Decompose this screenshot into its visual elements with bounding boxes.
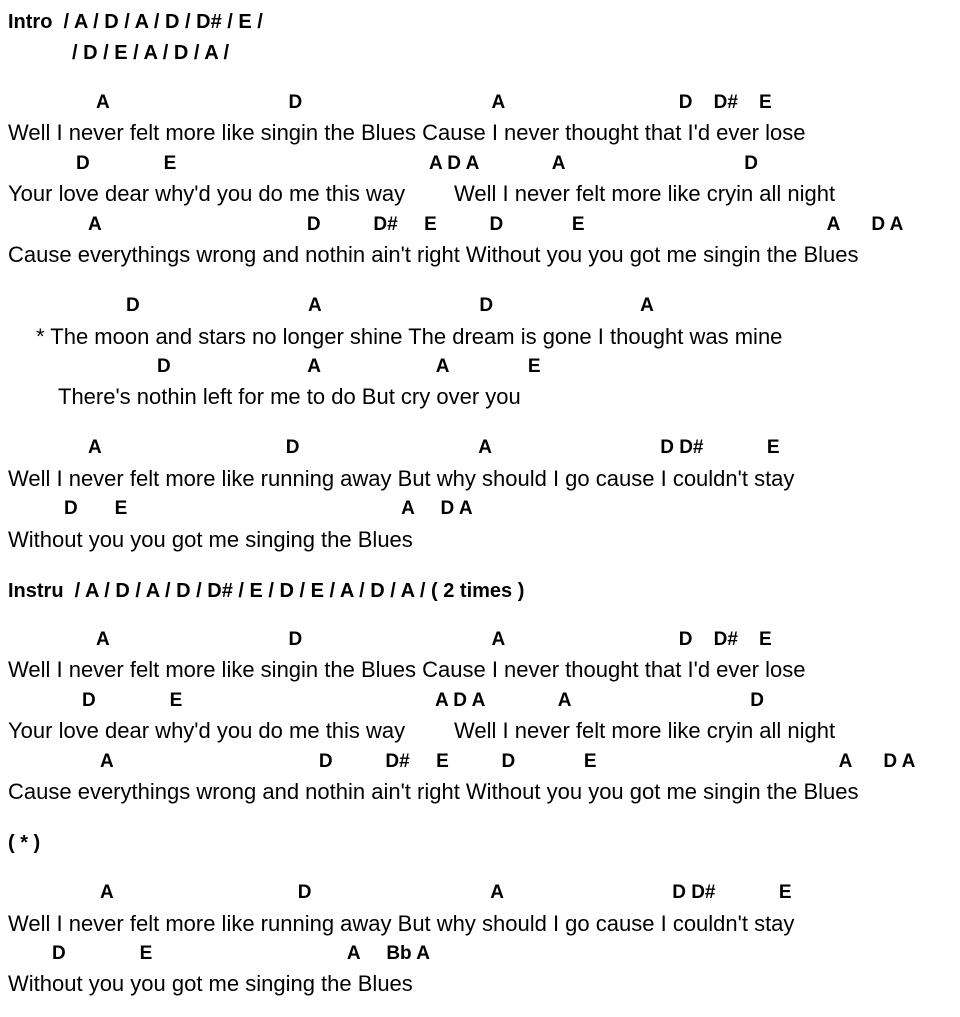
chord-line: A D A D D# E: [88, 437, 780, 458]
lyric-line: Well I never felt more like singin the Blues Cause I never thought that I'd ever lose: [8, 657, 806, 682]
lyric-line: Cause everythings wrong and nothin ain't right Without you you got me singin the Blues: [8, 779, 859, 804]
chord-line: D E A D A: [64, 498, 473, 519]
chord-line: D E A Bb A: [52, 943, 430, 964]
lyric-line: Cause everythings wrong and nothin ain't right Without you you got me singin the Blues: [8, 242, 859, 267]
lyric-line: Without you you got me singing the Blues: [8, 527, 413, 552]
chord-line: D E A D A A D: [76, 153, 758, 174]
chord-line: A D D# E D E A D A: [88, 214, 904, 235]
section-header: ( * ): [8, 832, 41, 854]
chord-line: A D A D D# E: [96, 629, 772, 650]
lyric-line: Well I never felt more like running away But why should I go cause I couldn't stay: [8, 911, 795, 936]
lyric-line: Your love dear why'd you do me this way Well I never felt more like cryin all night: [8, 181, 836, 206]
chord-line: A D A D D# E: [96, 92, 772, 113]
lyric-line: * The moon and stars no longer shine The dream is gone I thought was mine: [36, 324, 783, 349]
lyric-line: There's nothin left for me to do But cry over you: [58, 384, 521, 409]
chord-line: D E A D A A D: [82, 690, 764, 711]
chord-line: D A D A: [126, 295, 654, 316]
lyric-line: Without you you got me singing the Blues: [8, 971, 413, 996]
chord-line: A D D# E D E A D A: [100, 751, 916, 772]
section-header: / D / E / A / D / A /: [72, 42, 230, 64]
section-header: Instru / A / D / A / D / D# / E / D / E / A / D / A / ( 2 times ): [8, 580, 525, 602]
lyric-line: Well I never felt more like running away But why should I go cause I couldn't stay: [8, 466, 795, 491]
lyric-line: Your love dear why'd you do me this way Well I never felt more like cryin all night: [8, 718, 836, 743]
lyric-line: Well I never felt more like singin the Blues Cause I never thought that I'd ever lose: [8, 120, 806, 145]
chord-line: D A A E: [157, 356, 541, 377]
section-header: Intro / A / D / A / D / D# / E /: [8, 11, 263, 33]
chord-line: A D A D D# E: [100, 882, 792, 903]
